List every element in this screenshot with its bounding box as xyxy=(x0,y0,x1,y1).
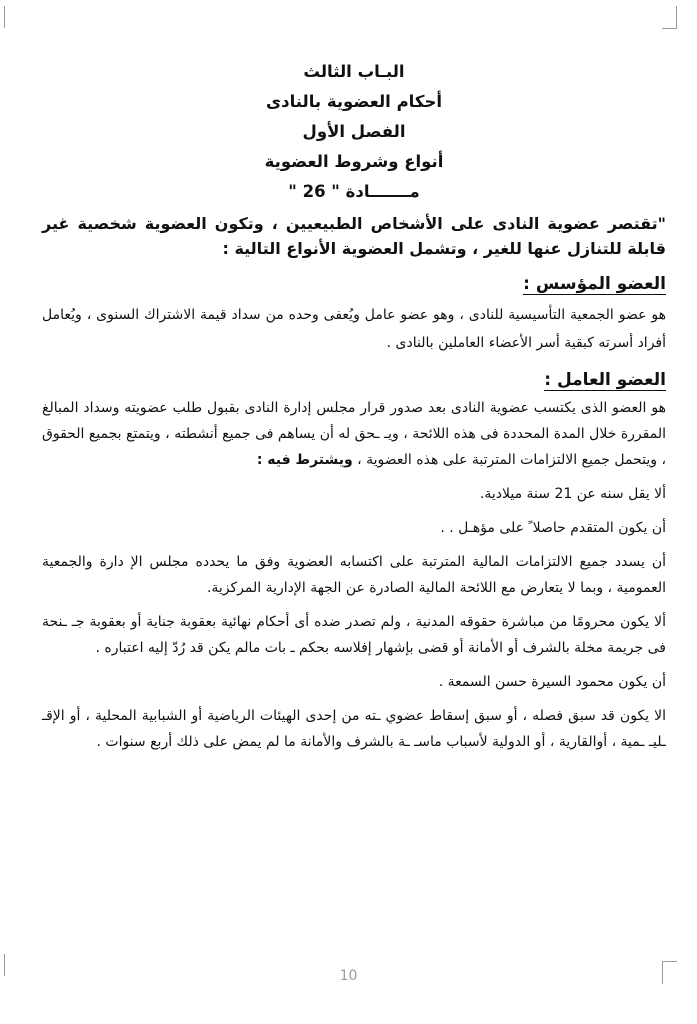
section-heading: الفصل الأول xyxy=(302,122,406,141)
chapter-heading: البـاب الثالث xyxy=(303,62,405,81)
working-member-text: هو العضو الذى يكتسب عضوية النادى بعد صدور قرار مجلس إدارة النادى بقبول طلب عضويته وسداد المبالغ المقررة خلال المدة المحددة فى هذه اللائحة ، ويـ ـحق له أن يساهم فى جميع أنشطته ، ويتمتع بجميع الحقوق ، ويتحمل جميع الالتزامات المترتبة على هذه العضوية ، xyxy=(42,400,666,468)
intro-paragraph: "تقتصر عضوية النادى على الأشخاص الطبيعيين ، وتكون العضوية شخصية غير قابلة للتنازل عنها للغير ، وتشمل العضوية الأنواع التالية : xyxy=(42,214,666,258)
condition-item: أن يكون المتقدم حاصلا ً على مؤهـل . . xyxy=(440,520,666,536)
condition-item: أن يسدد جميع الالتزامات المالية المترتبة على اكتسابه العضوية وفق ما يحدده مجلس الإ دارة والجمعية العمومية ، وبما لا يتعارض مع اللائحة المالية الصادرة عن الجهة الإدارية المركزية. xyxy=(42,554,666,596)
founding-member-heading xyxy=(523,271,666,297)
founding-member-title: العضو المؤسس : xyxy=(523,274,666,294)
founding-member-text: هو عضو الجمعية التأسيسية للنادى ، وهو عضو عامل ويُعفى وحده من سداد قيمة الاشتراك السنوى ، ويُعامل أفراد أسرته كبقية أسر الأعضاء العاملين بالنادى . xyxy=(42,307,666,351)
condition-label: ويشترط فيه : xyxy=(256,452,353,468)
page-number: 10 xyxy=(339,968,358,984)
condition-item: ألا يكون محرومًا من مباشرة حقوقه المدنية ، ولم تصدر ضده أى أحكام نهائية بعقوبة جناية أو بعقوبة جـ ـنحة فى جريمة مخلة بالشرف أو الأمانة أو قضى بإشهار إفلاسه بحكم ـ بات مالم يكن قد رُدّ إليه اعتباره . xyxy=(42,614,666,656)
document-page xyxy=(42,58,666,755)
working-member-paragraph xyxy=(42,395,666,473)
condition-item: ألا يقل سنه عن 21 سنة ميلادية. xyxy=(479,486,666,502)
working-member-title: العضو العامل : xyxy=(544,370,666,390)
chapter-subject: أحكام العضوية بالنادى xyxy=(266,92,442,111)
condition-item: أن يكون محمود السيرة حسن السمعة . xyxy=(438,674,666,690)
crop-mark-top-right xyxy=(662,6,677,29)
article-heading: مـــــــادة " 26 " xyxy=(288,182,420,201)
section-title: أنواع وشروط العضوية xyxy=(264,152,444,171)
crop-mark-top-left xyxy=(4,6,6,28)
condition-item: الا يكون قد سبق فصله ، أو سبق إسقاط عضوي ـته من إحدى الهيئات الرياضية أو الشبابية المحلية ، أو الإقـ ـليـ ـمية ، أوالقارية ، أو الدولية لأسباب ماسـ ـة بالشرف والأمانة ما لم يمض على ذلك أربع سنوات . xyxy=(42,708,666,750)
working-member-heading xyxy=(544,367,666,393)
